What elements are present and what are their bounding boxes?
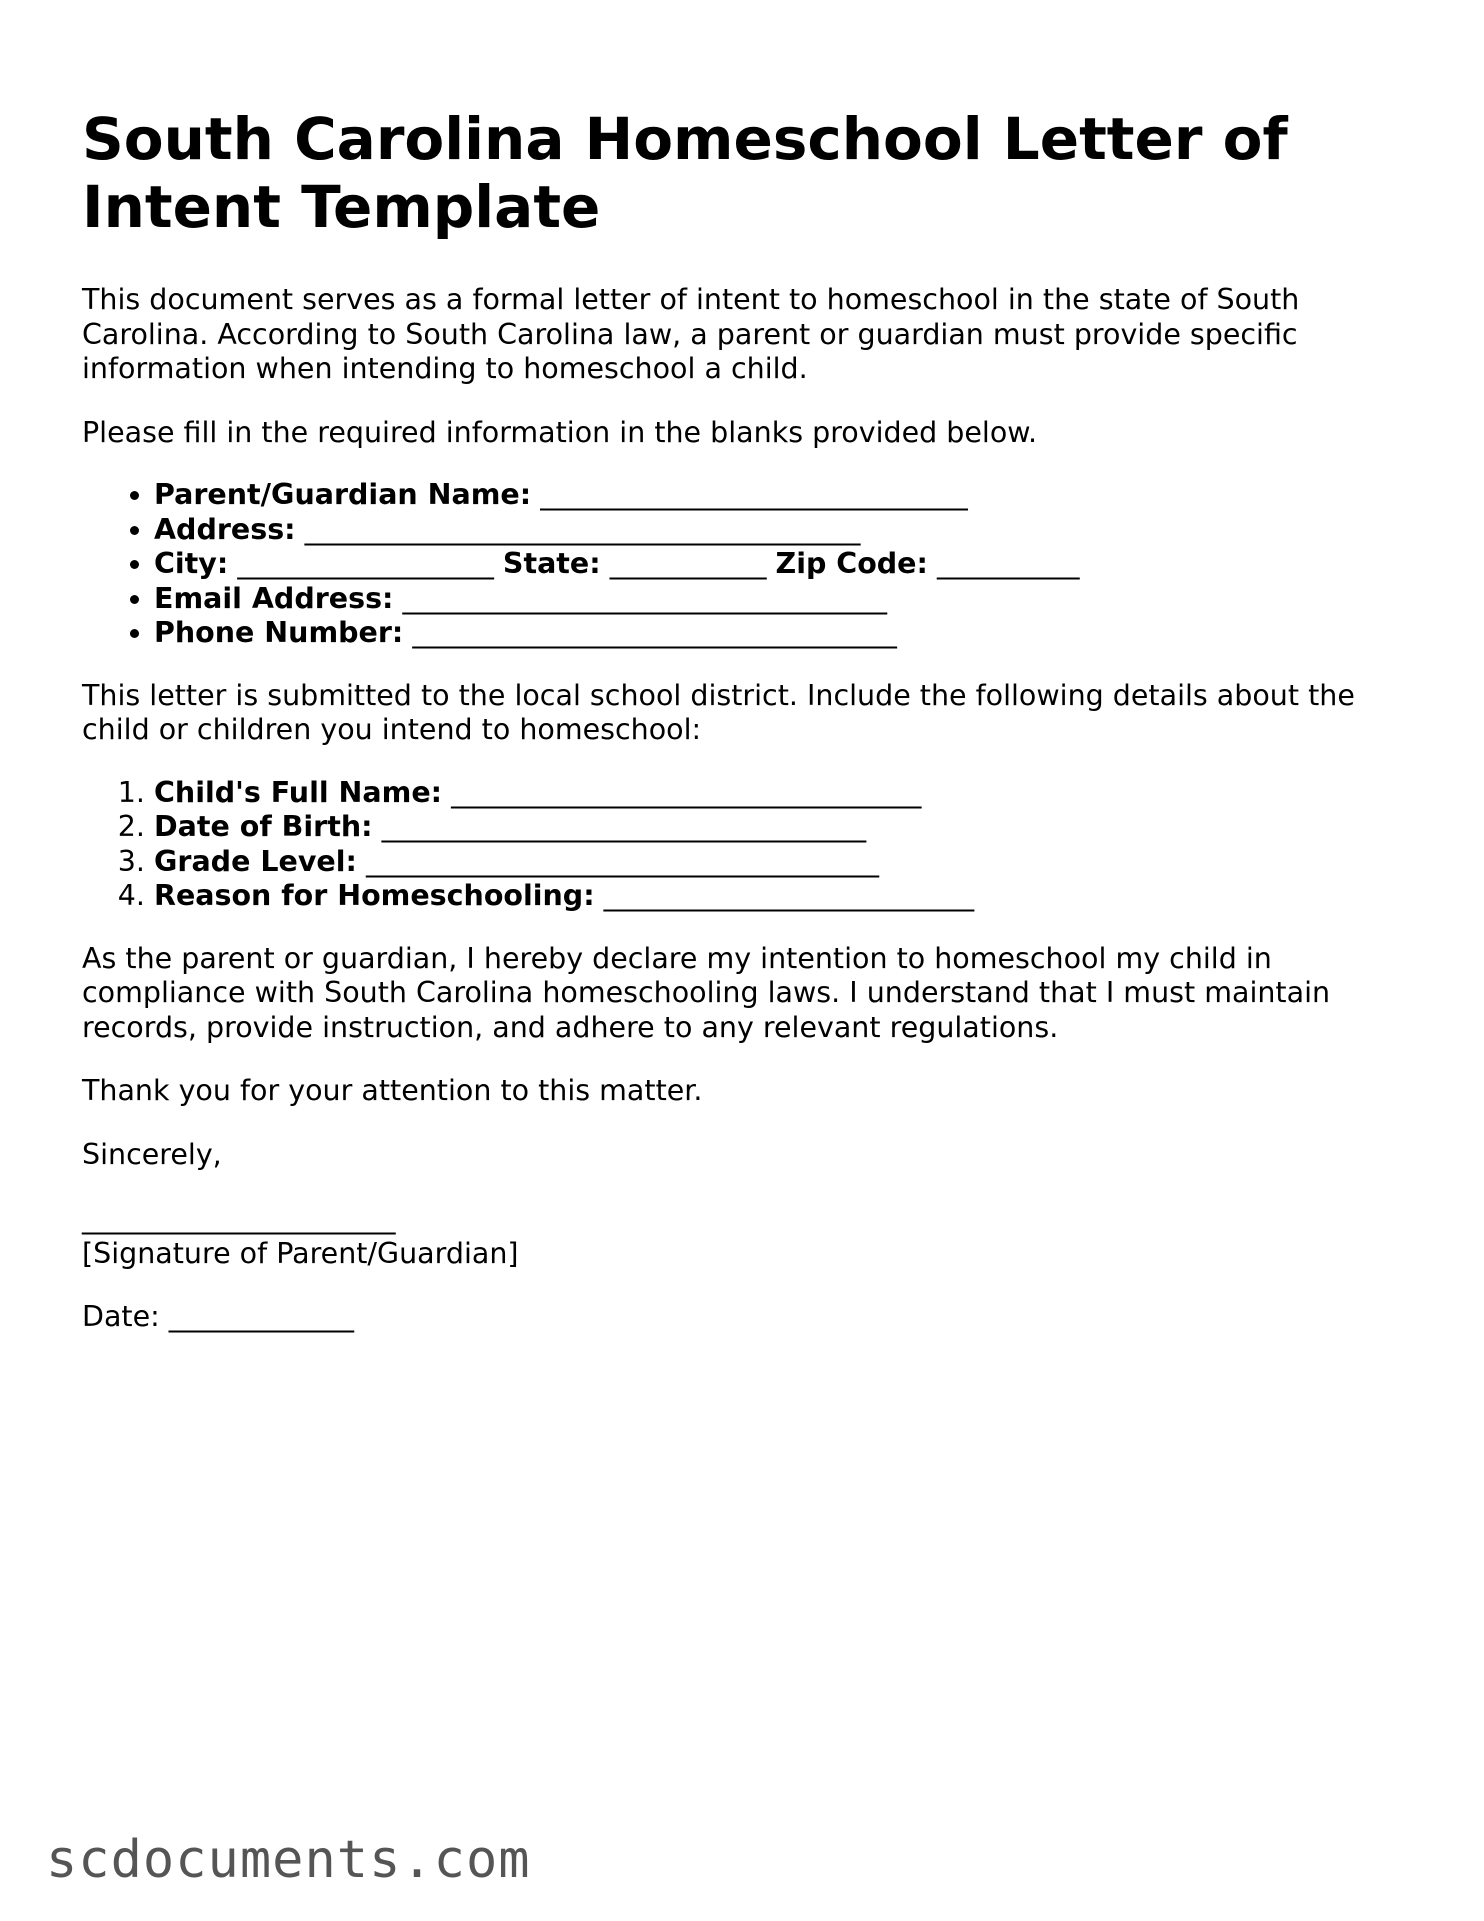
document-title: South Carolina Homeschool Letter of Intent Template: [82, 105, 1288, 241]
list-item-dob: [154, 810, 1412, 845]
child-name-blank: _________________________________: [442, 775, 922, 809]
site-watermark: scdocuments.com: [46, 1830, 531, 1890]
parent-name-label: Parent/Guardian Name:: [154, 478, 532, 511]
zip-label: Zip Code:: [775, 547, 928, 580]
letter-document: [82, 105, 1412, 1335]
intro-paragraph: This document serves as a formal letter of intent to homeschool in the state of South Carolina. According to South Carolina law, a parent or guardian must provide specific information when intending to homeschool a child.: [82, 283, 1300, 385]
address-label: Address:: [154, 512, 296, 546]
city-label: City:: [154, 547, 229, 580]
child-info-list: [82, 776, 1412, 914]
list-item-reason: [154, 879, 1412, 914]
grade-label: Grade Level:: [154, 844, 357, 878]
zip-blank: __________: [927, 547, 1080, 580]
state-label: State:: [502, 547, 601, 580]
fill-instruction: Please fill in the required information in the blanks provided below.: [82, 415, 1038, 449]
signature-line: ______________________: [82, 1202, 396, 1235]
closing-text: Sincerely,: [82, 1137, 222, 1171]
list-item-address: [154, 513, 1412, 548]
dob-label: Date of Birth:: [154, 810, 373, 843]
thanks-paragraph: Thank you for your attention to this matter.: [82, 1074, 703, 1107]
address-blank: _______________________________________: [295, 512, 861, 546]
list-item-child-name: [154, 776, 1412, 811]
parent-name-blank: ______________________________: [531, 478, 968, 511]
phone-blank: __________________________________: [403, 616, 897, 649]
reason-blank: __________________________: [594, 879, 975, 912]
list-item-grade: [154, 845, 1412, 880]
reason-label: Reason for Homeschooling:: [154, 879, 595, 912]
phone-label: Phone Number:: [154, 616, 404, 649]
city-blank: __________________: [228, 547, 503, 580]
grade-blank: ____________________________________: [356, 844, 879, 878]
state-blank: ___________: [600, 547, 776, 580]
dob-blank: __________________________________: [372, 810, 867, 843]
child-name-label: Child's Full Name:: [154, 775, 443, 809]
date-line: Date: _____________: [82, 1300, 355, 1333]
email-blank: __________________________________: [393, 581, 887, 615]
submit-paragraph: This letter is submitted to the local school district. Include the following details about the child or children you intend to homeschool:: [82, 678, 1355, 746]
email-label: Email Address:: [154, 581, 394, 615]
list-item-city-state-zip: [154, 547, 1412, 582]
list-item-email: [154, 582, 1412, 617]
list-item-parent-name: [154, 478, 1412, 513]
list-item-phone: [154, 616, 1412, 651]
signature-caption: [Signature of Parent/Guardian]: [82, 1236, 519, 1270]
parent-info-list: [82, 478, 1412, 651]
declaration-paragraph: As the parent or guardian, I hereby declare my intention to homeschool my child in compliance with South Carolina homeschooling laws. I understand that I must maintain records, provide instruction, and adhere to any relevant regulations.: [82, 941, 1331, 1044]
